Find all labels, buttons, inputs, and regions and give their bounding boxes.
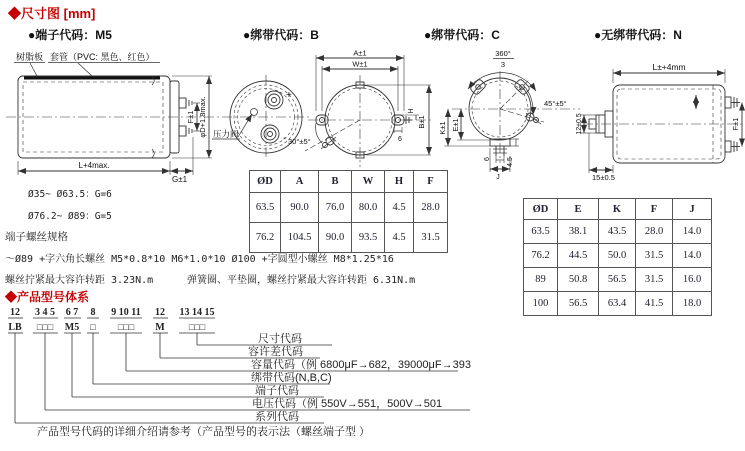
pc-code-box-2: □ — [90, 322, 96, 332]
cell: 76.2 — [250, 223, 281, 253]
col-header: F — [414, 171, 448, 193]
dim-angle-num: 360° — [495, 49, 511, 58]
terminal-screw-spec-title: 端子螺丝规格 — [5, 231, 68, 243]
cell: 76.0 — [319, 193, 352, 223]
cell: 43.5 — [599, 220, 636, 244]
table-header-row — [524, 199, 712, 220]
table-row — [250, 193, 448, 223]
col-header: W — [352, 171, 385, 193]
table-row — [524, 220, 712, 244]
section-title-band-b: ●绑带代码：B — [243, 28, 319, 42]
diagram-band-b — [288, 49, 433, 168]
cell: 50.0 — [599, 244, 636, 268]
section-title-no-band-n: ●无绑带代码：N — [594, 28, 682, 42]
cell: 28.0 — [636, 220, 673, 244]
dim-angle-45: 45°±5° — [544, 99, 567, 108]
dim-angle-den: 3 — [500, 60, 506, 69]
cell: 100 — [524, 292, 558, 316]
cell: 93.5 — [352, 223, 385, 253]
resin-plate-label: 树脂板 — [16, 52, 44, 62]
dim-height-45: 4.5 — [507, 157, 514, 167]
cell: 80.0 — [352, 193, 385, 223]
dim-g: G±1 — [172, 175, 188, 184]
cell: 31.5 — [636, 268, 673, 292]
col-header: ØD — [524, 199, 558, 220]
col-header: B — [319, 171, 352, 193]
dim-length: L+4max. — [78, 161, 110, 170]
product-code-diagram — [0, 302, 745, 451]
cell: 18.0 — [673, 292, 712, 316]
col-header: F — [636, 199, 673, 220]
pc-code-boxes-4: □□□ — [188, 322, 206, 332]
pc-code-m5: M5 — [64, 322, 80, 333]
cell: 50.8 — [558, 268, 599, 292]
torque-note-right: 弹簧圈、平垫圈，螺丝拧紧最大容许转距 6.31N.m — [187, 275, 416, 286]
cell: 63.5 — [250, 193, 281, 223]
page-title: ◆尺寸图 [mm] — [8, 6, 96, 21]
pc-label-capacitance: 容量代码（例 6800μF→682，39000μF→393 — [251, 359, 471, 371]
pc-footnote: 产品型号代码的详细介绍请参考（产品型号的表示法（螺丝端子型 ） — [37, 426, 371, 438]
dim-hole-6: 6 — [484, 157, 491, 161]
table-header-row — [250, 171, 448, 193]
dim-a: A±1 — [353, 48, 367, 58]
pc-pos-2: 3 4 5 — [35, 307, 55, 318]
pressure-valve-label: 压力阀 — [213, 129, 239, 139]
pc-label-tolerance: 容许差代码 — [248, 346, 303, 358]
cell: 90.0 — [281, 193, 319, 223]
plus-terminal-label: + — [286, 90, 292, 101]
col-header: K — [599, 199, 636, 220]
minus-terminal-label: - — [283, 133, 287, 144]
pc-pos-3: 6 7 — [65, 307, 79, 318]
dim-h: H — [408, 108, 415, 114]
pc-label-band: 绑带代码(N,B,C) — [251, 372, 332, 384]
cell: 56.5 — [599, 268, 636, 292]
table-row — [524, 244, 712, 268]
dim-k: K±1 — [438, 121, 447, 135]
note-g6: Ø35~ Ø63.5：G=6 — [28, 189, 112, 200]
pc-pos-4: 8 — [90, 307, 96, 318]
dimension-table-c — [523, 198, 712, 316]
dim-f-n: F±1 — [731, 117, 740, 131]
pc-label-size: 尺寸代码 — [258, 333, 302, 345]
section-title-band-c: ●绑带代码：C — [424, 28, 500, 42]
product-code-title: ◆产品型号体系 — [5, 290, 90, 304]
pc-label-series: 系列代码 — [255, 411, 299, 423]
cell: 4.5 — [385, 223, 414, 253]
table-row — [250, 223, 448, 253]
cell: 31.5 — [636, 244, 673, 268]
dim-hole-6: 6 — [398, 136, 402, 143]
col-header: J — [673, 199, 712, 220]
dim-stud-length: 15±0.5 — [592, 173, 615, 182]
cell: 14.0 — [673, 220, 712, 244]
dim-length-n: L±+4mm — [652, 62, 686, 72]
pc-code-lb: LB — [8, 322, 22, 333]
cell: 63.5 — [524, 220, 558, 244]
cell: 4.5 — [385, 193, 414, 223]
pc-pos-7: 13 14 15 — [179, 307, 215, 318]
diagram-no-band-n — [576, 62, 745, 182]
pc-label-voltage: 电压代码（例 550V→551，500V→501 — [252, 398, 443, 410]
pc-code-boxes-1: □□□ — [36, 322, 54, 332]
cell: 63.4 — [599, 292, 636, 316]
cell: 104.5 — [281, 223, 319, 253]
cell: 31.5 — [414, 223, 448, 253]
pc-label-terminal: 端子代码 — [255, 385, 299, 397]
pc-code-m: M — [155, 322, 165, 333]
cell: 28.0 — [414, 193, 448, 223]
diagram-band-c — [438, 49, 580, 181]
section-title-m5: ●端子代码：M5 — [28, 28, 112, 42]
col-header: ØD — [250, 171, 281, 193]
cell: 38.1 — [558, 220, 599, 244]
dimension-table-b — [249, 170, 448, 253]
dim-w: W±1 — [352, 59, 368, 69]
col-header: A — [281, 171, 319, 193]
cell: 14.0 — [673, 244, 712, 268]
pc-pos-6: 12 — [155, 307, 165, 318]
dim-diameter: φD+1.8max. — [198, 96, 207, 138]
cell: 44.5 — [558, 244, 599, 268]
dim-j: J — [496, 174, 500, 181]
cell: 90.0 — [319, 223, 352, 253]
dim-b: B±1 — [417, 115, 426, 129]
pc-pos-5: 9 10 11 — [111, 307, 141, 318]
pressure-valve-circle — [251, 109, 258, 116]
table-row — [524, 268, 712, 292]
screw-spec-line: ～Ø89 +字六角长螺丝 M5*0.8*10 M6*1.0*10 Ø100 +字圆型小螺丝 M8*1.25*16 — [5, 254, 394, 265]
col-header: H — [385, 171, 414, 193]
dim-stud-height: 12±0.5 — [576, 113, 583, 135]
cell: 16.0 — [673, 268, 712, 292]
pc-pos-1: 12 — [10, 307, 20, 318]
cell: 41.5 — [636, 292, 673, 316]
dim-f: F±1 — [186, 110, 195, 124]
cell: 76.2 — [524, 244, 558, 268]
sleeve-label: 套管（PVC: 黑色、红色） — [50, 52, 155, 62]
cell: 56.5 — [558, 292, 599, 316]
pc-code-boxes-3: □□□ — [117, 322, 135, 332]
dim-e: E±1 — [451, 118, 460, 132]
cell: 89 — [524, 268, 558, 292]
col-header: E — [558, 199, 599, 220]
torque-note-left: 螺丝拧紧最大容许转距 3.23N.m — [5, 275, 154, 286]
dim-angle-30: 30°±5° — [288, 137, 311, 146]
note-g5: Ø76.2~ Ø89：G=5 — [28, 211, 112, 222]
